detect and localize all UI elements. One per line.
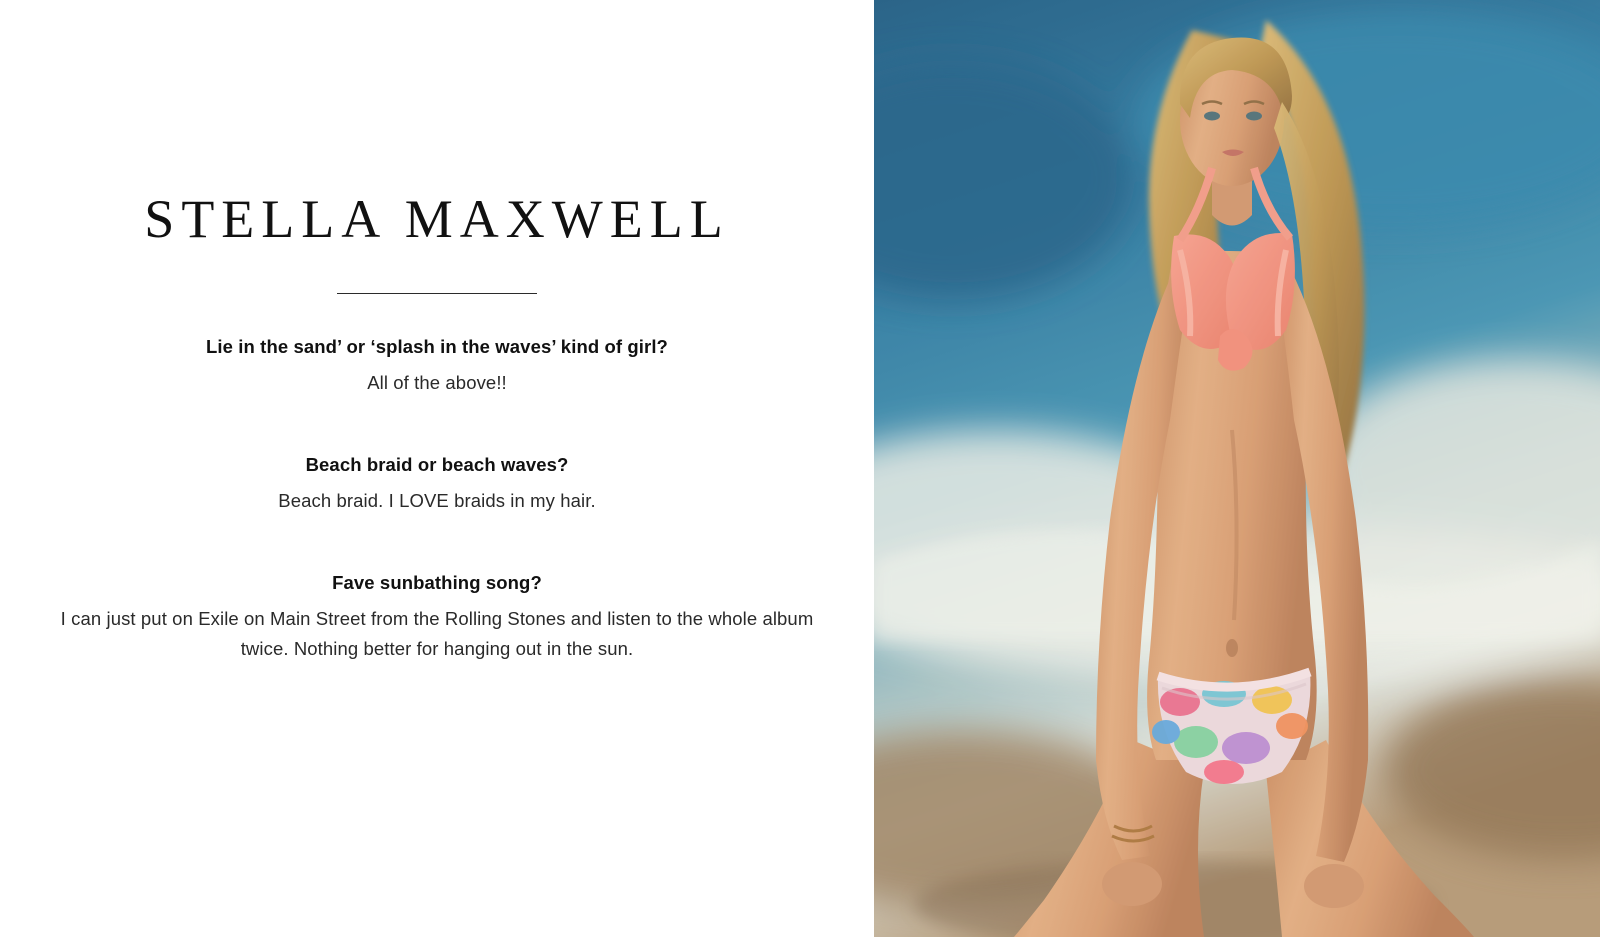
qa-question: Beach braid or beach waves? xyxy=(305,454,569,475)
qa-answer: Beach braid. I LOVE braids in my hair. xyxy=(278,489,596,511)
qa-answer: I can just put on Exile on Main Street from the Rolling Stones and listen to the whole album twice. Nothing better for hanging out in the sun. xyxy=(60,607,814,659)
qa-item xyxy=(60,452,814,516)
page-title: STELLA MAXWELL xyxy=(144,189,730,249)
title-divider xyxy=(337,293,537,294)
model-photo xyxy=(874,0,1600,937)
qa-item xyxy=(60,570,814,664)
qa-answer: All of the above!! xyxy=(367,371,507,393)
qa-question: Fave sunbathing song? xyxy=(332,572,542,593)
qa-question: Lie in the sand’ or ‘splash in the waves’ kind of girl? xyxy=(206,336,668,357)
qa-item xyxy=(60,334,814,398)
